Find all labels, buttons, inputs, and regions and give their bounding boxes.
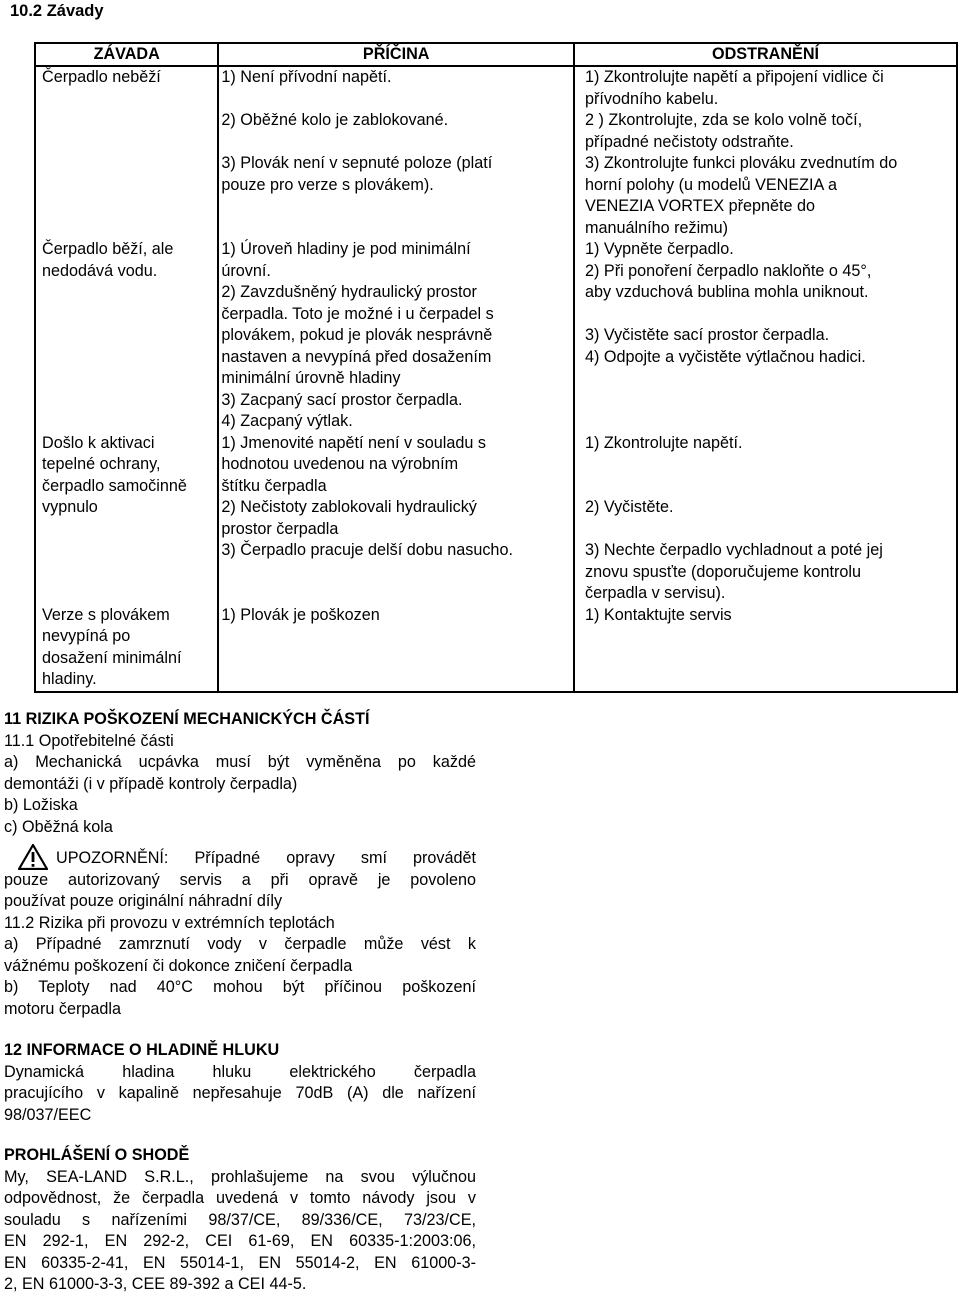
fault-cell-line: vypnulo (42, 498, 98, 516)
risks-item-c: c) Oběžná kola (4, 817, 113, 836)
noise-line1: Dynamická hladina hluku elektrického čerpadla (4, 1062, 476, 1081)
cause-cell-line: štítku čerpadla (221, 476, 327, 495)
risks-item-a-line1: a) Mechanická ucpávka musí být vyměněna po každé (4, 753, 476, 771)
header-remedy: ODSTRANĚNÍ (574, 43, 957, 66)
risks-subheading-wear-parts: 11.1 Opotřebitelné části (4, 731, 174, 750)
fault-cell-line: Čerpadlo neběží (42, 68, 161, 86)
cause-cell-line (219, 89, 567, 111)
cause-cell-line: nastaven a nevypíná před dosažením (221, 347, 492, 366)
cause-cell-line: 2) Zavzdušněný hydraulický prostor (221, 283, 477, 301)
risks-subheading-temperature: 11.2 Rizika při provozu v extrémních teplotách (4, 913, 335, 932)
table-row (35, 239, 957, 433)
fault-cell-line: dosažení minimální (42, 648, 182, 667)
declaration-line3: souladu s nařízeními 98/37/CE, 89/336/CE, 73/23/CE, (4, 1210, 476, 1229)
remedy-cell-line: 2 ) Zkontrolujte, zda se kolo volně točí, (585, 111, 863, 129)
section-title: 10.2 Závady (10, 2, 104, 20)
remedy-cell-line: horní polohy (u modelů VENEZIA a (585, 175, 837, 194)
remedy-cell-line: znovu spusťte (doporučujeme kontrolu (585, 562, 862, 581)
cause-cell-line: 3) Čerpadlo pracuje delší dobu nasucho. (221, 541, 513, 559)
warning-line3: používat pouze originální náhradní díly (4, 892, 283, 910)
header-cause: PŘÍČINA (218, 43, 574, 66)
cause-cell (218, 433, 574, 605)
declaration-line6: 2, EN 61000-3-3, CEE 89-392 a CEI 44-5. (4, 1275, 307, 1293)
table-row (35, 66, 957, 239)
remedy-cell-line: přívodního kabelu. (585, 89, 719, 108)
remedy-cell-line: 1) Kontaktujte servis (585, 605, 732, 624)
cause-cell-line: úrovní. (221, 261, 271, 280)
temp-item-a-line1: a) Případné zamrznutí vody v čerpadle může vést k (4, 935, 476, 953)
remedy-cell-line (575, 454, 950, 476)
risks-section (4, 709, 476, 1020)
remedy-cell-line (575, 304, 950, 326)
fault-cell-line: nedodává vodu. (42, 261, 158, 280)
cause-cell-line: 2) Nečistoty zablokovali hydraulický (221, 498, 477, 516)
cause-cell-line: 1) Není přívodní napětí. (221, 68, 392, 86)
cause-cell-line: hodnotou uvedenou na výrobním (221, 455, 459, 473)
declaration-line2: odpovědnost, že čerpadla uvedená v tomto návody jsou v (4, 1189, 476, 1207)
remedy-cell (574, 605, 957, 692)
fault-cell (35, 66, 218, 239)
remedy-cell-line: 1) Zkontrolujte napětí. (585, 433, 743, 452)
table-row (35, 433, 957, 605)
cause-cell-line: 1) Plovák je poškozen (221, 605, 380, 624)
remedy-cell (574, 66, 957, 239)
warning-line2: pouze autorizovaný servis a při opravě je povoleno (4, 870, 476, 889)
risks-item-a-line2: demontáži (i v případě kontroly čerpadla) (4, 774, 298, 793)
cause-cell-line: minimální úrovně hladiny (221, 369, 401, 387)
remedy-cell-line: 2) Vyčistěte. (585, 498, 674, 516)
fault-cell-line: tepelné ochrany, (42, 455, 161, 473)
declaration-heading: PROHLÁŠENÍ O SHODĚ (4, 1146, 190, 1164)
cause-cell-line: 4) Zacpaný výtlak. (221, 412, 353, 430)
cause-cell-line: 3) Plovák není v sepnuté poloze (platí (221, 154, 493, 172)
remedy-cell-line: 4) Odpojte a vyčistěte výtlačnou hadici. (585, 347, 866, 366)
fault-cell (35, 433, 218, 605)
cause-cell-line (219, 132, 567, 154)
cause-cell (218, 66, 574, 239)
remedy-cell-line: 1) Vypněte čerpadlo. (585, 240, 734, 258)
fault-cell-line: Čerpadlo běží, ale (42, 240, 174, 258)
temp-item-b-line2: motoru čerpadla (4, 999, 121, 1018)
remedy-cell-line: 3) Nechte čerpadlo vychladnout a poté jej (585, 541, 883, 559)
header-fault: ZÁVADA (35, 43, 218, 66)
remedy-cell-line (575, 519, 950, 541)
remedy-cell-line: 2) Při ponoření čerpadlo nakloňte o 45°, (585, 261, 872, 280)
remedy-cell-line: čerpadla v servisu). (585, 584, 726, 602)
remedy-cell-line: 3) Vyčistěte sací prostor čerpadla. (585, 326, 830, 344)
noise-line3: 98/037/EEC (4, 1105, 92, 1124)
cause-cell-line: 3) Zacpaný sací prostor čerpadla. (221, 390, 463, 409)
warning-line1: UPOZORNĚNÍ: Případné opravy smí provádět (56, 849, 476, 867)
fault-cell (35, 239, 218, 433)
fault-cell-line: Došlo k aktivaci (42, 433, 155, 452)
faults-table (34, 42, 958, 693)
cause-cell-line: prostor čerpadla (221, 519, 339, 538)
remedy-cell-line: případné nečistoty odstraňte. (585, 132, 794, 151)
risks-item-b: b) Ložiska (4, 796, 78, 814)
fault-cell-line: čerpadlo samočinně (42, 476, 187, 495)
noise-section (4, 1040, 476, 1126)
fault-cell-line: hladiny. (42, 670, 97, 688)
declaration-line1: My, SEA-LAND S.R.L., prohlašujeme na svou výlučnou (4, 1167, 476, 1186)
warning-notice (4, 848, 476, 913)
cause-cell (218, 239, 574, 433)
cause-cell-line: 2) Oběžné kolo je zablokované. (221, 111, 449, 129)
remedy-cell (574, 433, 957, 605)
risks-heading: 11 RIZIKA POŠKOZENÍ MECHANICKÝCH ČÁSTÍ (4, 710, 370, 728)
fault-cell-line: Verze s plovákem (42, 605, 170, 624)
remedy-cell-line: 3) Zkontrolujte funkci plováku zvednutím do (585, 154, 898, 172)
remedy-cell-line: 1) Zkontrolujte napětí a připojení vidlice či (585, 68, 884, 86)
cause-cell-line: pouze pro verze s plovákem). (221, 175, 434, 194)
warning-triangle-icon (18, 844, 48, 870)
declaration-line4: EN 292-1, EN 292-2, CEI 61-69, EN 60335-1:2003:06, (4, 1232, 476, 1250)
table-header-row (35, 43, 957, 66)
temp-item-b-line1: b) Teploty nad 40°C mohou být příčinou poškození (4, 978, 476, 996)
cause-cell-line: 1) Jmenovité napětí není v souladu s (221, 433, 486, 452)
remedy-cell (574, 239, 957, 433)
fault-cell-line: nevypíná po (42, 627, 131, 645)
cause-cell-line: plovákem, pokud je plovák nesprávně (221, 326, 493, 344)
noise-heading: 12 INFORMACE O HLADINĚ HLUKU (4, 1041, 280, 1059)
remedy-cell-line: aby vzduchová bublina mohla uniknout. (585, 283, 869, 301)
cause-cell-line: 1) Úroveň hladiny je pod minimální (221, 240, 471, 258)
declaration-line5: EN 60335-2-41, EN 55014-1, EN 55014-2, EN 61000-3- (4, 1253, 476, 1272)
declaration-section (4, 1145, 476, 1296)
remedy-cell-line: VENEZIA VORTEX přepněte do (585, 197, 816, 215)
noise-line2: pracujícího v kapalině nepřesahuje 70dB (A) dle nařízení (4, 1084, 476, 1102)
temp-item-a-line2: vážnému poškození či dokonce zničení čerpadla (4, 956, 353, 975)
fault-cell (35, 605, 218, 692)
cause-cell (218, 605, 574, 692)
remedy-cell-line (575, 476, 950, 498)
remedy-cell-line: manuálního režimu) (585, 218, 729, 237)
table-row (35, 605, 957, 692)
cause-cell-line: čerpadla. Toto je možné i u čerpadel s (221, 304, 494, 323)
